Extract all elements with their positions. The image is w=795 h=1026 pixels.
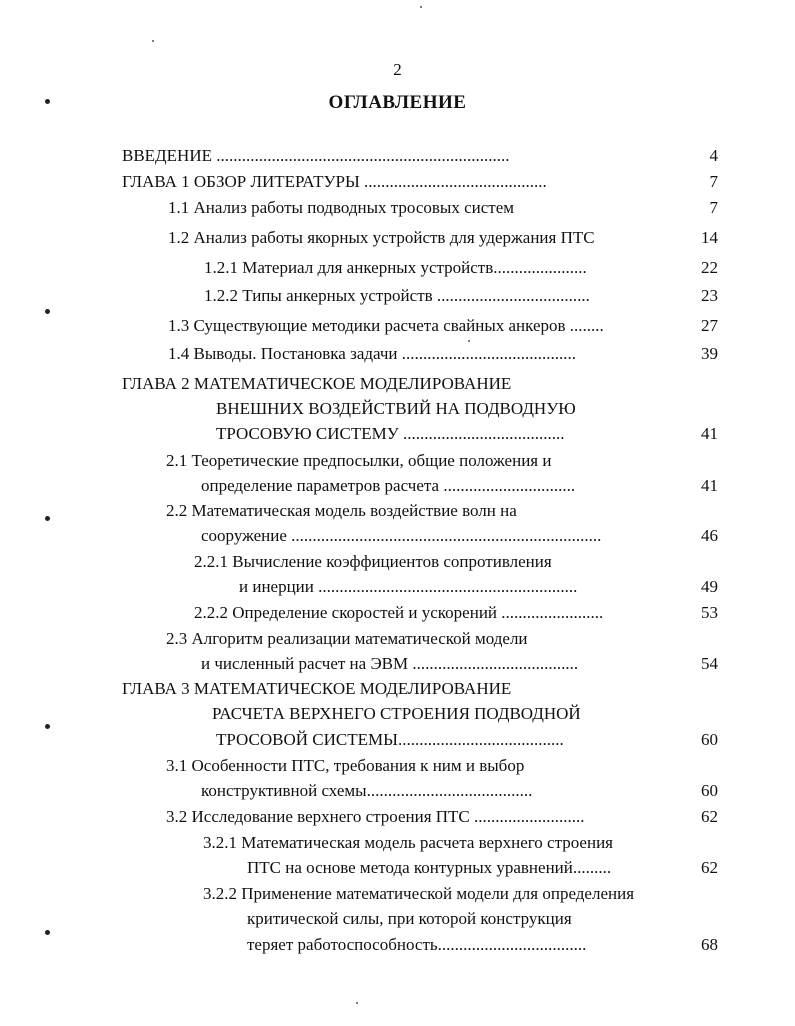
- scan-speck: [356, 1002, 358, 1004]
- toc-entry-text: конструктивной схемы.......................................: [201, 781, 533, 800]
- toc-entry-page: 62: [701, 858, 718, 877]
- toc-entry-page: 68: [701, 935, 718, 954]
- toc-entry-page: 41: [701, 424, 718, 443]
- toc-entry-text: ТРОСОВУЮ СИСТЕМУ ......................................: [216, 424, 565, 443]
- toc-entry-text: 1.2.2 Типы анкерных устройств ....................................: [204, 286, 590, 305]
- toc-entry-page: 60: [701, 781, 718, 800]
- toc-entry-text: 2.2.2 Определение скоростей и ускорений ........................: [194, 603, 604, 622]
- toc-entry-text: и численный расчет на ЭВМ .......................................: [201, 654, 579, 673]
- toc-entry-text: ПТС на основе метода контурных уравнений.........: [247, 858, 612, 877]
- scan-dot: [45, 99, 50, 104]
- toc-entry-text: ГЛАВА 1 ОБЗОР ЛИТЕРАТУРЫ ...........................................: [122, 172, 547, 191]
- toc-entry-page: 27: [701, 316, 718, 335]
- toc-entry-page: 46: [701, 526, 718, 545]
- toc-entry-text: сооружение .........................................................................: [201, 526, 602, 545]
- toc-entry-text: и инерции .............................................................: [239, 577, 578, 596]
- toc-entry-text: критической силы, при которой конструкция: [247, 909, 572, 928]
- toc-entry-text: 1.2.1 Материал для анкерных устройств......................: [204, 258, 587, 277]
- toc-entry-text: 3.2.1 Математическая модель расчета верхнего строения: [203, 833, 613, 852]
- toc-entry-text: 3.2.2 Применение математической модели для определения: [203, 884, 635, 903]
- toc-entry-text: ГЛАВА 3 МАТЕМАТИЧЕСКОЕ МОДЕЛИРОВАНИЕ: [122, 679, 512, 698]
- toc-entry-page: 53: [701, 603, 718, 622]
- scan-speck: [420, 6, 422, 8]
- toc-entry-page: 49: [701, 577, 718, 596]
- toc-entry-text: ТРОСОВОЙ СИСТЕМЫ.......................................: [216, 730, 564, 749]
- toc-entry-text: 1.1 Анализ работы подводных тросовых систем: [168, 198, 515, 217]
- toc-entry-page: 62: [701, 807, 718, 826]
- toc-entry-text: 2.2 Математическая модель воздействие волн на: [166, 501, 517, 520]
- toc-entry-page: 54: [701, 654, 718, 673]
- toc-entry-text: 2.3 Алгоритм реализации математической модели: [166, 629, 528, 648]
- page-title: ОГЛАВЛЕНИЕ: [328, 92, 467, 113]
- toc-entry-text: определение параметров расчета ...............................: [201, 476, 576, 495]
- toc-entry-page: 4: [709, 146, 718, 165]
- toc-entry-text: РАСЧЕТА ВЕРХНЕГО СТРОЕНИЯ ПОДВОДНОЙ: [212, 704, 581, 723]
- toc-entry-text: 3.1 Особенности ПТС, требования к ним и выбор: [166, 756, 525, 775]
- toc-entry-page: 14: [701, 228, 718, 247]
- toc-entry-page: 41: [701, 476, 718, 495]
- scan-dot: [45, 724, 50, 729]
- scan-dot: [45, 516, 50, 521]
- scan-speck: [152, 40, 154, 42]
- toc-entry-page: 23: [701, 286, 718, 305]
- toc-entry-page: 7: [709, 172, 718, 191]
- scan-speck: [468, 340, 470, 342]
- toc-entry-text: 1.4 Выводы. Постановка задачи .........................................: [168, 344, 577, 363]
- toc-entry-page: 7: [709, 198, 718, 217]
- toc-entry-text: 1.3 Существующие методики расчета свайных анкеров ........: [168, 316, 604, 335]
- toc-entry-text: ГЛАВА 2 МАТЕМАТИЧЕСКОЕ МОДЕЛИРОВАНИЕ: [122, 374, 512, 393]
- scan-dot: [45, 930, 50, 935]
- toc-entry-text: ВВЕДЕНИЕ .....................................................................: [122, 146, 510, 165]
- scan-dot: [45, 309, 50, 314]
- toc-entry-page: 39: [701, 344, 718, 363]
- toc-entry-text: теряет работоспособность...................................: [247, 935, 587, 954]
- toc-entry-text: 2.1 Теоретические предпосылки, общие положения и: [166, 451, 552, 470]
- toc-entry-text: ВНЕШНИХ ВОЗДЕЙСТВИЙ НА ПОДВОДНУЮ: [216, 399, 576, 418]
- toc-entry-text: 2.2.1 Вычисление коэффициентов сопротивления: [194, 552, 552, 571]
- toc-entry-page: 60: [701, 730, 718, 749]
- toc-entry-page: 22: [701, 258, 718, 277]
- page-number: 2: [393, 60, 402, 79]
- toc-entry-text: 3.2 Исследование верхнего строения ПТС ..........................: [166, 807, 585, 826]
- toc-entry-text: 1.2 Анализ работы якорных устройств для удержания ПТС: [168, 228, 595, 247]
